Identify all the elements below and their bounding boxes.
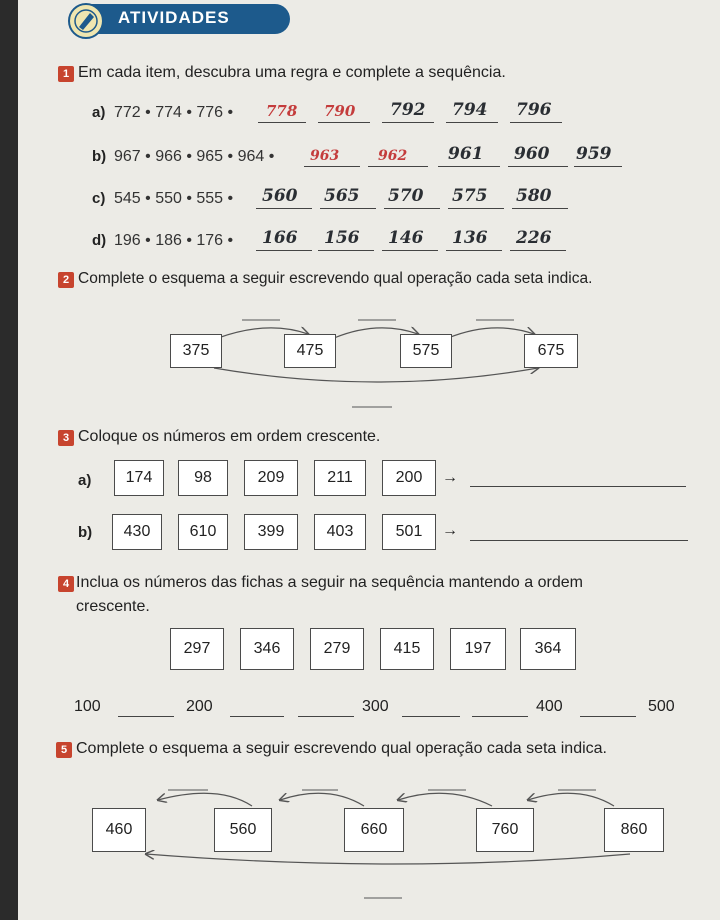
q4-sequence-300: 300 [362, 698, 389, 715]
question-3-number: 3 [58, 430, 74, 446]
q4-sequence-100: 100 [74, 698, 101, 715]
q1-row-c-label: c) [92, 190, 106, 207]
q3-b-answer-blank[interactable] [470, 540, 688, 541]
q1-c-answer-1: 560 [262, 186, 298, 206]
q5-box-3: 660 [344, 808, 404, 852]
q3-row-a-label: a) [78, 472, 92, 489]
q5-box-4: 760 [476, 808, 534, 852]
q1-row-d-sequence: 196 • 186 • 176 • [114, 232, 234, 249]
q1-d-answer-3: 146 [388, 228, 424, 248]
question-5-prompt: Complete o esquema a seguir escrevendo qual operação cada seta indica. [76, 740, 607, 757]
q3-b-number-3: 399 [244, 514, 298, 550]
q4-card-5: 197 [450, 628, 506, 670]
q1-d-answer-4: 136 [452, 228, 488, 248]
q4-card-3: 279 [310, 628, 364, 670]
q3-a-number-4: 211 [314, 460, 366, 496]
question-2-number: 2 [58, 272, 74, 288]
q2-box-4: 675 [524, 334, 578, 368]
q1-row-d-label: d) [92, 232, 107, 249]
q3-row-b-label: b) [78, 524, 93, 541]
q3-a-number-1: 174 [114, 460, 164, 496]
question-5-number: 5 [56, 742, 72, 758]
q1-c-answer-2: 565 [324, 186, 360, 206]
q1-b-answer-2: 962 [378, 148, 408, 164]
q1-d-answer-2: 156 [324, 228, 360, 248]
question-1-prompt: Em cada item, descubra uma regra e complete a sequência. [78, 64, 506, 81]
q1-a-answer-5: 796 [516, 100, 552, 120]
q1-a-answer-2: 790 [324, 102, 356, 120]
q1-c-answer-4: 575 [452, 186, 488, 206]
q4-sequence-200: 200 [186, 698, 213, 715]
q4-blank-3[interactable] [298, 716, 354, 717]
question-4-prompt-line-2: crescente. [76, 598, 150, 615]
q1-b-answer-1: 963 [310, 148, 340, 164]
q4-card-2: 346 [240, 628, 294, 670]
q1-row-c-sequence: 545 • 550 • 555 • [114, 190, 234, 207]
q3-b-number-4: 403 [314, 514, 366, 550]
question-2-prompt: Complete o esquema a seguir escrevendo qual operação cada seta indica. [78, 270, 593, 287]
q3-b-number-2: 610 [178, 514, 228, 550]
worksheet-page [18, 0, 720, 920]
q4-card-1: 297 [170, 628, 224, 670]
q1-a-answer-3: 792 [390, 100, 426, 120]
q1-b-answer-5: 959 [576, 144, 612, 164]
q3-a-number-3: 209 [244, 460, 298, 496]
q4-blank-5[interactable] [472, 716, 528, 717]
q3-a-number-2: 98 [178, 460, 228, 496]
q1-row-b-label: b) [92, 148, 107, 165]
q2-box-1: 375 [170, 334, 222, 368]
q1-d-answer-1: 166 [262, 228, 298, 248]
q5-box-1: 460 [92, 808, 146, 852]
q3-b-number-1: 430 [112, 514, 162, 550]
q2-box-2: 475 [284, 334, 336, 368]
q3-b-arrow-icon: → [442, 522, 458, 539]
q3-a-number-5: 200 [382, 460, 436, 496]
q4-blank-4[interactable] [402, 716, 460, 717]
q1-row-a-label: a) [92, 104, 106, 121]
q1-a-answer-4: 794 [452, 100, 488, 120]
q4-card-4: 415 [380, 628, 434, 670]
q4-sequence-400: 400 [536, 698, 563, 715]
section-title: ATIVIDADES [118, 8, 230, 27]
q1-a-answer-1: 778 [266, 102, 298, 120]
question-4-number: 4 [58, 576, 74, 592]
question-3-prompt: Coloque os números em ordem crescente. [78, 428, 381, 445]
q1-row-a-sequence: 772 • 774 • 776 • [114, 104, 234, 121]
question-4-prompt-line-1: Inclua os números das fichas a seguir na sequência mantendo a ordem [76, 574, 583, 591]
q4-blank-2[interactable] [230, 716, 284, 717]
q3-b-number-5: 501 [382, 514, 436, 550]
q1-b-answer-3: 961 [448, 144, 484, 164]
q1-d-answer-5: 226 [516, 228, 552, 248]
question-1-number: 1 [58, 66, 74, 82]
q3-a-answer-blank[interactable] [470, 486, 686, 487]
q4-sequence-500: 500 [648, 698, 675, 715]
q5-box-5: 860 [604, 808, 664, 852]
q2-box-3: 575 [400, 334, 452, 368]
q1-c-answer-5: 580 [516, 186, 552, 206]
q5-box-2: 560 [214, 808, 272, 852]
q4-card-6: 364 [520, 628, 576, 670]
q1-b-answer-4: 960 [514, 144, 550, 164]
q1-c-answer-3: 570 [388, 186, 424, 206]
q1-row-b-sequence: 967 • 966 • 965 • 964 • [114, 148, 275, 165]
q3-a-arrow-icon: → [442, 469, 458, 486]
q4-blank-1[interactable] [118, 716, 174, 717]
q4-blank-6[interactable] [580, 716, 636, 717]
